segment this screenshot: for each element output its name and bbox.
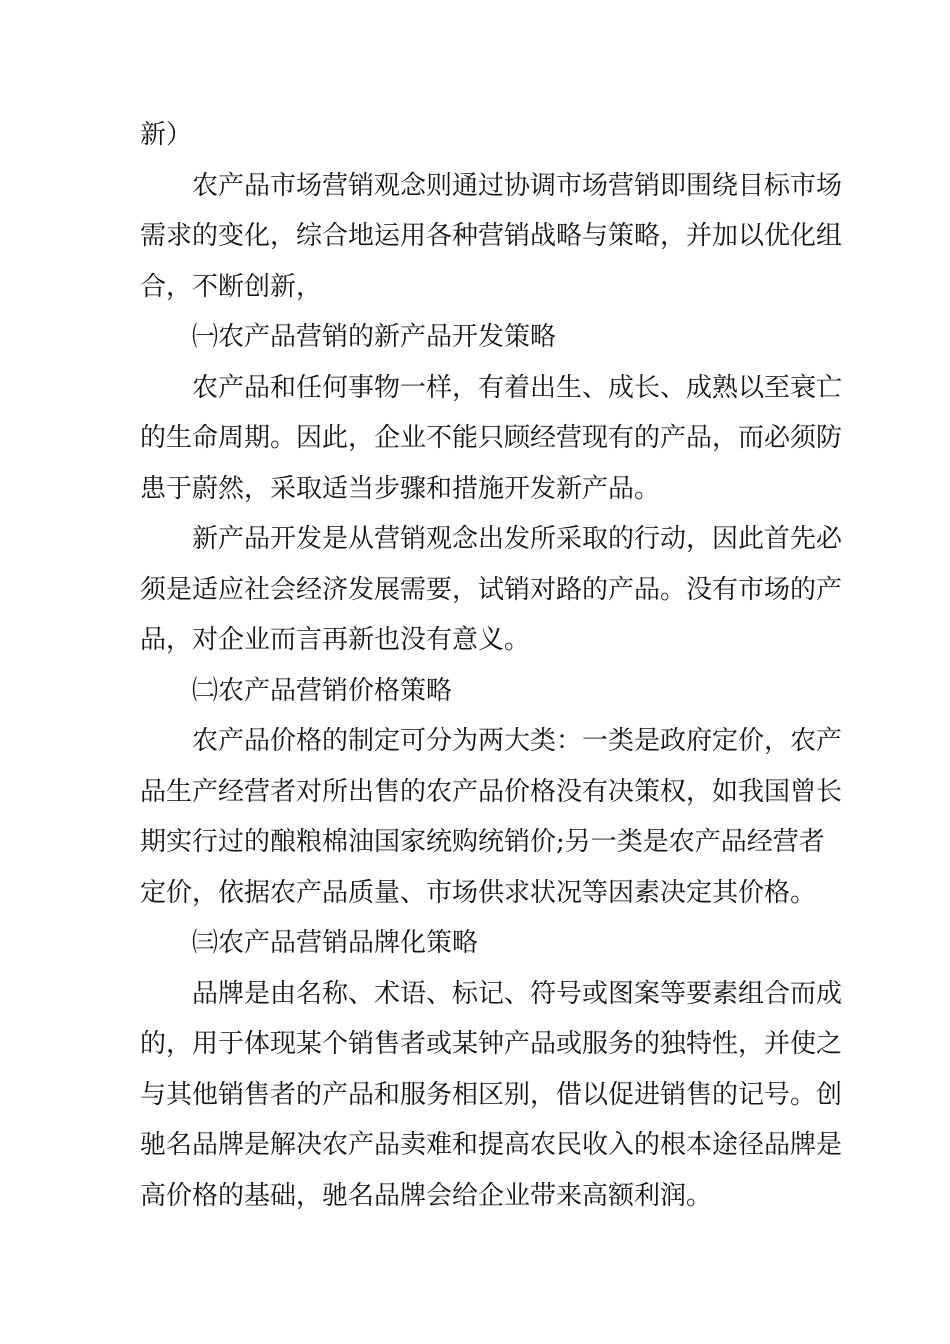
section-heading-1: ㈠农产品营销的新产品开发策略	[192, 322, 557, 352]
text-line: 的，用于体现某个销售者或某钟产品或服务的独特性，并使之	[140, 1029, 843, 1059]
text-line: 新）	[140, 120, 193, 150]
paragraph-start-line: 新产品开发是从营销观念出发所采取的行动，因此首先必	[192, 524, 843, 554]
paragraph-start-line: 农产品价格的制定可分为两大类：一类是政府定价，农产	[192, 726, 843, 756]
text-line: 须是适应社会经济发展需要，试销对路的产品。没有市场的产	[140, 574, 843, 605]
text-line: 患于蔚然，采取适当步骤和措施开发新产品。	[140, 473, 661, 504]
text-line: 高价格的基础，驰名品牌会给企业带来高额利润。	[140, 1180, 713, 1211]
text-line: 的生命周期。因此，企业不能只顾经营现有的产品，而必须防	[140, 423, 843, 453]
text-line: 需求的变化，综合地运用各种营销战略与策略，并加以优化组	[140, 221, 843, 251]
text-line: 品，对企业而言再新也没有意义。	[140, 625, 531, 655]
text-line: 合，不断创新，	[140, 271, 323, 302]
paragraph-start-line: 品牌是由名称、术语、标记、符号或图案等要素组合而成	[192, 978, 843, 1009]
text-line: 驰名品牌是解决农产品卖难和提高农民收入的根本途径品牌是	[140, 1130, 843, 1160]
paragraph-start-line: 农产品和任何事物一样，有着出生、成长、成熟以至衰亡	[192, 372, 843, 403]
text-line: 品生产经营者对所出售的农产品价格没有决策权，如我国曾长	[140, 776, 843, 807]
text-line: 与其他销售者的产品和服务相区别，借以促进销售的记号。创	[140, 1079, 843, 1110]
paragraph-start-line: 农产品市场营销观念则通过协调市场营销即围绕目标市场	[192, 170, 843, 201]
section-heading-2: ㈡农产品营销价格策略	[192, 675, 453, 706]
section-heading-3: ㈢农产品营销品牌化策略	[192, 928, 479, 958]
text-line: 定价，依据农产品质量、市场供求状况等因素决定其价格。	[140, 877, 817, 908]
text-line: 期实行过的酿粮棉油国家统购统销价;另一类是农产品经营者	[140, 827, 825, 857]
document-body	[140, 110, 843, 1221]
